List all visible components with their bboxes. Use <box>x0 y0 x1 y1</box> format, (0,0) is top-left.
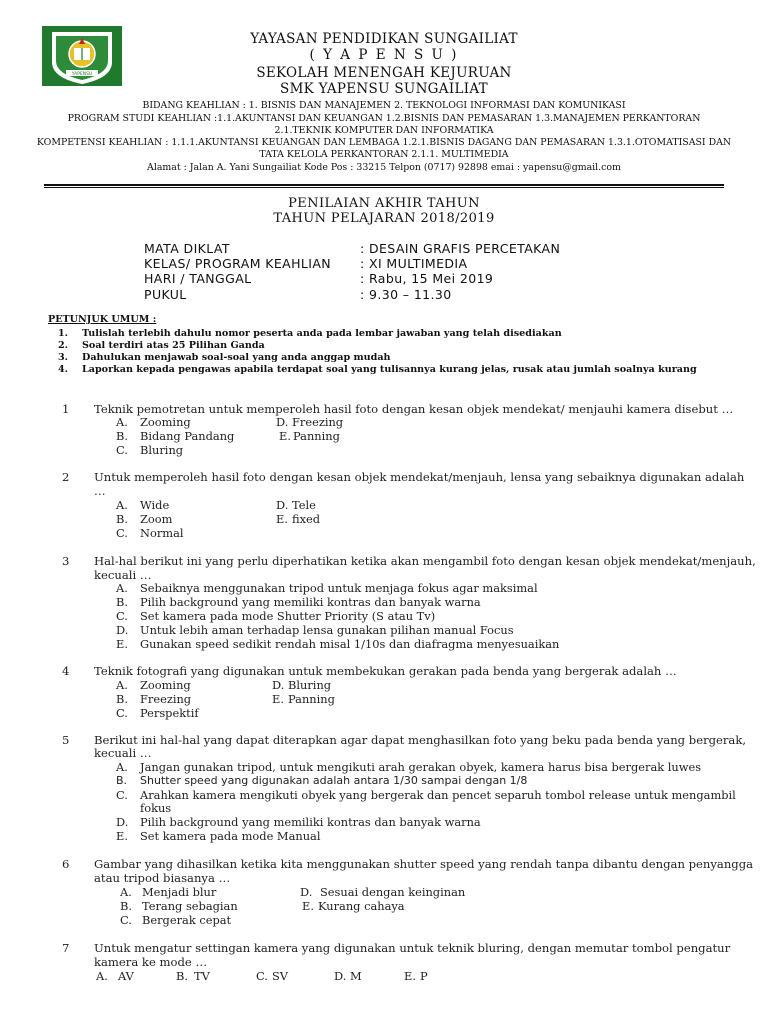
question-number: 3 <box>62 554 70 568</box>
option-text: Terang sebagian <box>142 899 238 913</box>
option-letter: A. <box>116 581 128 595</box>
option-letter: D. <box>276 415 289 429</box>
option-text: Zooming <box>140 415 191 429</box>
option-letter: A. <box>116 498 128 512</box>
instruction-number: 1. <box>58 328 69 339</box>
option-text: Tele <box>292 498 316 512</box>
option-text: Zoom <box>140 512 173 526</box>
instruction-text: Tulislah terlebih dahulu nomor peserta anda pada lembar jawaban yang telah disediakan <box>82 328 562 339</box>
option-text: Set kamera pada mode Shutter Priority (S atau Tv) <box>140 609 436 623</box>
option-letter: E. <box>272 692 284 706</box>
option-letter: D. <box>334 969 347 983</box>
instruction-number: 4. <box>58 364 69 375</box>
program-studi-line1: PROGRAM STUDI KEAHLIAN :1.1.AKUNTANSI DAN KEUANGAN 1.2.BISNIS DAN PEMASARAN 1.3.MANAJEMEN PERKANTORAN <box>67 113 701 124</box>
option-text: Perspektif <box>140 706 199 720</box>
option-letter: B. <box>116 774 128 787</box>
option-letter: A. <box>96 969 108 983</box>
option-text: Pilih background yang memiliki kontras dan banyak warna <box>140 815 481 829</box>
question-text: Untuk mengatur settingan kamera yang digunakan untuk teknik bluring, dengan memutar tombol pengatur <box>94 941 731 955</box>
option-text-cont: fokus <box>140 801 172 815</box>
program-studi-line2: 2.1.TEKNIK KOMPUTER DAN INFORMATIKA <box>274 125 494 136</box>
option-text: Freezing <box>140 692 192 706</box>
option-text: TV <box>194 969 210 983</box>
option-text: Bluring <box>140 443 184 457</box>
question-text: Teknik pemotretan untuk memperoleh hasil foto dengan kesan objek mendekat/ menjauhi kamera disebut … <box>94 402 734 416</box>
instruction-text: Laporkan kepada pengawas apabila terdapat soal yang tulisannya kurang jelas, rusak atau jumlah soalnya kurang <box>82 364 697 375</box>
option-text: Freezing <box>292 415 344 429</box>
instruction-text: Dahulukan menjawab soal-soal yang anda anggap mudah <box>82 352 391 363</box>
option-text: fixed <box>292 512 321 526</box>
question-text: Hal-hal berikut ini yang perlu diperhatikan ketika akan mengambil foto dengan kesan objek mendekat/menjauh, <box>94 554 756 568</box>
info-value: : XI MULTIMEDIA <box>360 256 468 271</box>
question-number: 1 <box>62 402 70 416</box>
option-text: Gunakan speed sedikit rendah misal 1/10s dan diafragma menyesuaikan <box>140 637 560 651</box>
option-text: Arahkan kamera mengikuti obyek yang bergerak dan pencet separuh tombol release untuk mengambil <box>140 788 736 802</box>
option-letter: E. <box>276 512 288 526</box>
option-text: Bidang Pandang <box>140 429 235 443</box>
option-text: Panning <box>288 692 335 706</box>
question-text-cont: kecuali … <box>94 746 152 760</box>
question-text: Teknik fotografi yang digunakan untuk membekukan gerakan pada benda yang bergerak adalah … <box>94 664 677 678</box>
kompetensi-line2: TATA KELOLA PERKANTORAN 2.1.1. MULTIMEDIA <box>259 149 509 160</box>
option-text: P <box>420 969 428 983</box>
option-letter: B. <box>116 512 128 526</box>
question-number: 6 <box>62 857 70 871</box>
option-text: Untuk lebih aman terhadap lensa gunakan pilihan manual Focus <box>140 623 514 637</box>
option-letter: A. <box>120 885 132 899</box>
option-text: Bluring <box>288 678 332 692</box>
option-letter: D. <box>116 815 129 829</box>
header-divider <box>44 184 724 186</box>
option-letter: C. <box>116 526 128 540</box>
question-text: Berikut ini hal-hal yang dapat diterapkan agar dapat menghasilkan foto yang beku pada benda yang bergerak, <box>94 733 747 747</box>
info-label: PUKUL <box>144 287 187 302</box>
option-text: Sebaiknya menggunakan tripod untuk menjaga fokus agar maksimal <box>140 581 538 595</box>
bidang-keahlian: BIDANG KEAHLIAN : 1. BISNIS DAN MANAJEMEN 2. TEKNOLOGI INFORMASI DAN KOMUNIKASI <box>142 100 626 111</box>
question-number: 7 <box>62 941 70 955</box>
option-text: Pilih background yang memiliki kontras dan banyak warna <box>140 595 481 609</box>
instruction-number: 2. <box>58 340 69 351</box>
option-letter: D. <box>300 885 313 899</box>
option-text: SV <box>272 969 289 983</box>
instructions-title: PETUNJUK UMUM : <box>48 314 157 325</box>
option-letter: C. <box>116 609 128 623</box>
option-letter: E. <box>404 969 416 983</box>
exam-title: PENILAIAN AKHIR TAHUN <box>288 196 480 211</box>
question-text: Gambar yang dihasilkan ketika kita menggunakan shutter speed yang rendah tanpa dibantu dengan penyangga <box>94 857 754 871</box>
question-text-cont: kecuali … <box>94 568 152 582</box>
option-letter: B. <box>176 969 188 983</box>
option-text: Menjadi blur <box>142 885 217 899</box>
option-text: Sesuai dengan keinginan <box>320 885 466 899</box>
option-text: Normal <box>140 526 184 540</box>
option-text: Panning <box>293 429 340 443</box>
exam-year: TAHUN PELAJARAN 2018/2019 <box>273 211 495 226</box>
option-text: AV <box>118 969 134 983</box>
option-letter: C. <box>256 969 268 983</box>
option-letter: B. <box>116 692 128 706</box>
foundation-name: YAYASAN PENDIDIKAN SUNGAILIAT <box>250 31 518 47</box>
option-text: Shutter speed yang digunakan adalah antara 1/30 sampai dengan 1/8 <box>140 774 528 787</box>
logo-text: YAPENSU <box>71 72 93 77</box>
question-text: Untuk memperoleh hasil foto dengan kesan objek mendekat/menjauh, lensa yang sebaiknya digunakan adalah <box>94 470 745 484</box>
option-letter: D. <box>116 623 129 637</box>
kompetensi-line1: KOMPETENSI KEAHLIAN : 1.1.1.AKUNTANSI KEUANGAN DAN LEMBAGA 1.2.1.BISNIS DAGANG DAN PEMASARAN 1.3.1.OTOMATISASI DAN <box>36 137 732 148</box>
school-address: Alamat : Jalan A. Yani Sungailiat Kode Pos : 33215 Telpon (0717) 92898 emai : yapensu@gmail.com <box>147 162 621 173</box>
option-letter: E. <box>279 429 291 443</box>
option-letter: A. <box>116 760 128 774</box>
instruction-number: 3. <box>58 352 69 363</box>
option-letter: C. <box>116 443 128 457</box>
option-letter: E. <box>116 637 128 651</box>
option-letter: D. <box>272 678 285 692</box>
info-label: HARI / TANGGAL <box>144 271 252 286</box>
option-letter: D. <box>276 498 289 512</box>
option-letter: A. <box>116 678 128 692</box>
option-letter: C. <box>120 913 132 927</box>
option-letter: C. <box>116 788 128 802</box>
option-letter: A. <box>116 415 128 429</box>
info-label: KELAS/ PROGRAM KEAHLIAN <box>144 256 332 271</box>
question-text-cont: kamera ke mode … <box>94 955 208 969</box>
question-number: 4 <box>62 664 70 678</box>
option-letter: E. <box>302 899 314 913</box>
option-text: Bergerak cepat <box>142 913 232 927</box>
option-letter: B. <box>120 899 132 913</box>
option-text: Zooming <box>140 678 191 692</box>
option-text: Jangan gunakan tripod, untuk mengikuti arah gerakan obyek, kamera harus bisa bergerak luwes <box>140 760 702 774</box>
option-text: Kurang cahaya <box>318 899 405 913</box>
header-divider-thin <box>44 187 724 188</box>
school-name: SMK YAPENSU SUNGAILIAT <box>280 81 488 97</box>
info-value: : DESAIN GRAFIS PERCETAKAN <box>360 241 561 256</box>
option-letter: B. <box>116 429 128 443</box>
question-number: 2 <box>62 470 70 484</box>
foundation-abbrev: ( Y A P E N S U ) <box>309 47 459 63</box>
option-text: Wide <box>140 498 170 512</box>
question-number: 5 <box>62 733 70 747</box>
info-label: MATA DIKLAT <box>144 241 230 256</box>
question-text-cont: atau tripod biasanya … <box>94 871 231 885</box>
instruction-text: Soal terdiri atas 25 Pilihan Ganda <box>82 340 265 351</box>
option-letter: C. <box>116 706 128 720</box>
info-value: : Rabu, 15 Mei 2019 <box>360 271 494 286</box>
school-type: SEKOLAH MENENGAH KEJURUAN <box>256 65 512 81</box>
info-value: : 9.30 – 11.30 <box>360 287 452 302</box>
option-letter: E. <box>116 829 128 843</box>
option-letter: B. <box>116 595 128 609</box>
question-text-cont: … <box>94 484 106 498</box>
option-text: M <box>350 969 362 983</box>
option-text: Set kamera pada mode Manual <box>140 829 321 843</box>
